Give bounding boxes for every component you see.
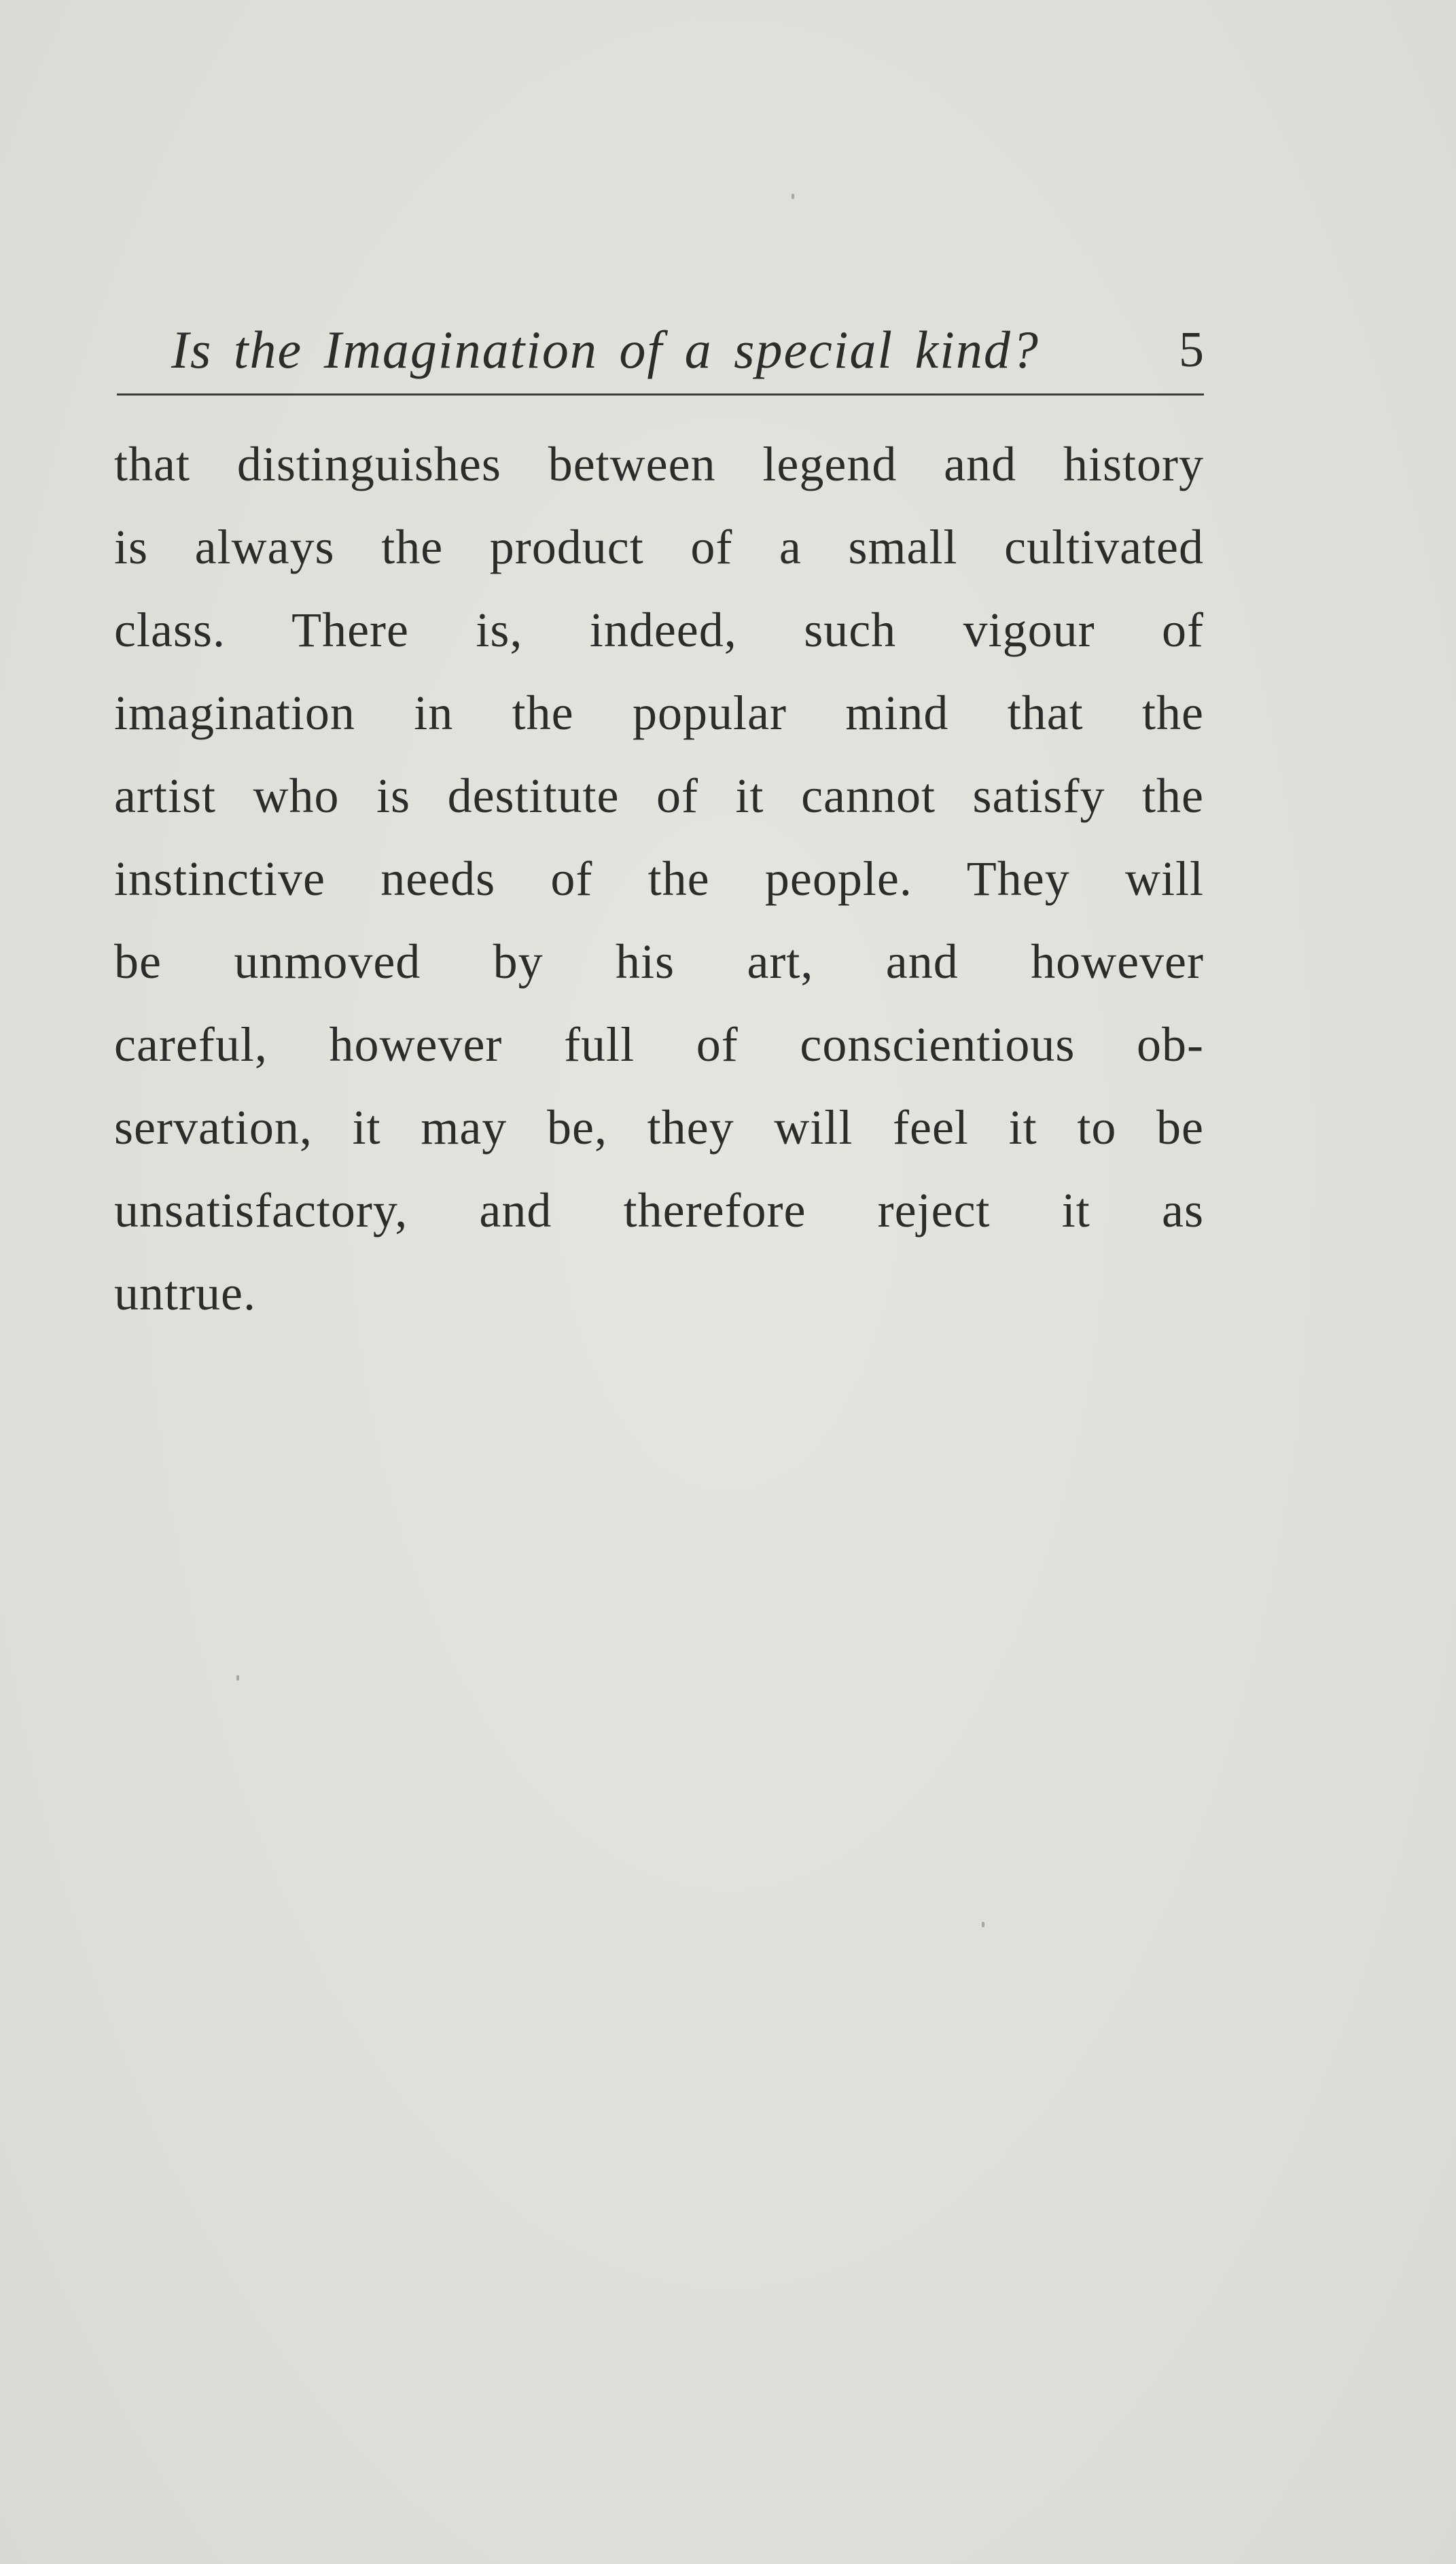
text-line: be unmoved by his art, and however xyxy=(114,934,1204,989)
text-line: imagination in the popular mind that the xyxy=(114,686,1204,740)
text-line: class. There is, indeed, such vigour of xyxy=(114,603,1204,657)
running-head-title: Is the Imagination of a special kind? xyxy=(171,320,1040,379)
text-line: instinctive needs of the people. They will xyxy=(114,851,1204,906)
text-line: that distinguishes between legend and history xyxy=(114,437,1204,491)
text-line-last: untrue. xyxy=(114,1266,256,1320)
text-line: careful, however full of conscientious ob- xyxy=(114,1017,1204,1072)
header-rule xyxy=(117,393,1204,396)
text-line: unsatisfactory, and therefore reject it as xyxy=(114,1183,1204,1237)
page-number: 5 xyxy=(1179,322,1204,378)
paper-speck xyxy=(792,194,794,199)
paper-speck xyxy=(982,1922,984,1927)
body-paragraph xyxy=(114,423,1204,1335)
running-head xyxy=(117,309,1204,391)
paper-speck xyxy=(236,1675,239,1681)
text-line: artist who is destitute of it cannot satisfy the xyxy=(114,769,1204,823)
text-line: servation, it may be, they will feel it to be xyxy=(114,1100,1204,1155)
text-line: is always the product of a small cultivated xyxy=(114,520,1204,574)
